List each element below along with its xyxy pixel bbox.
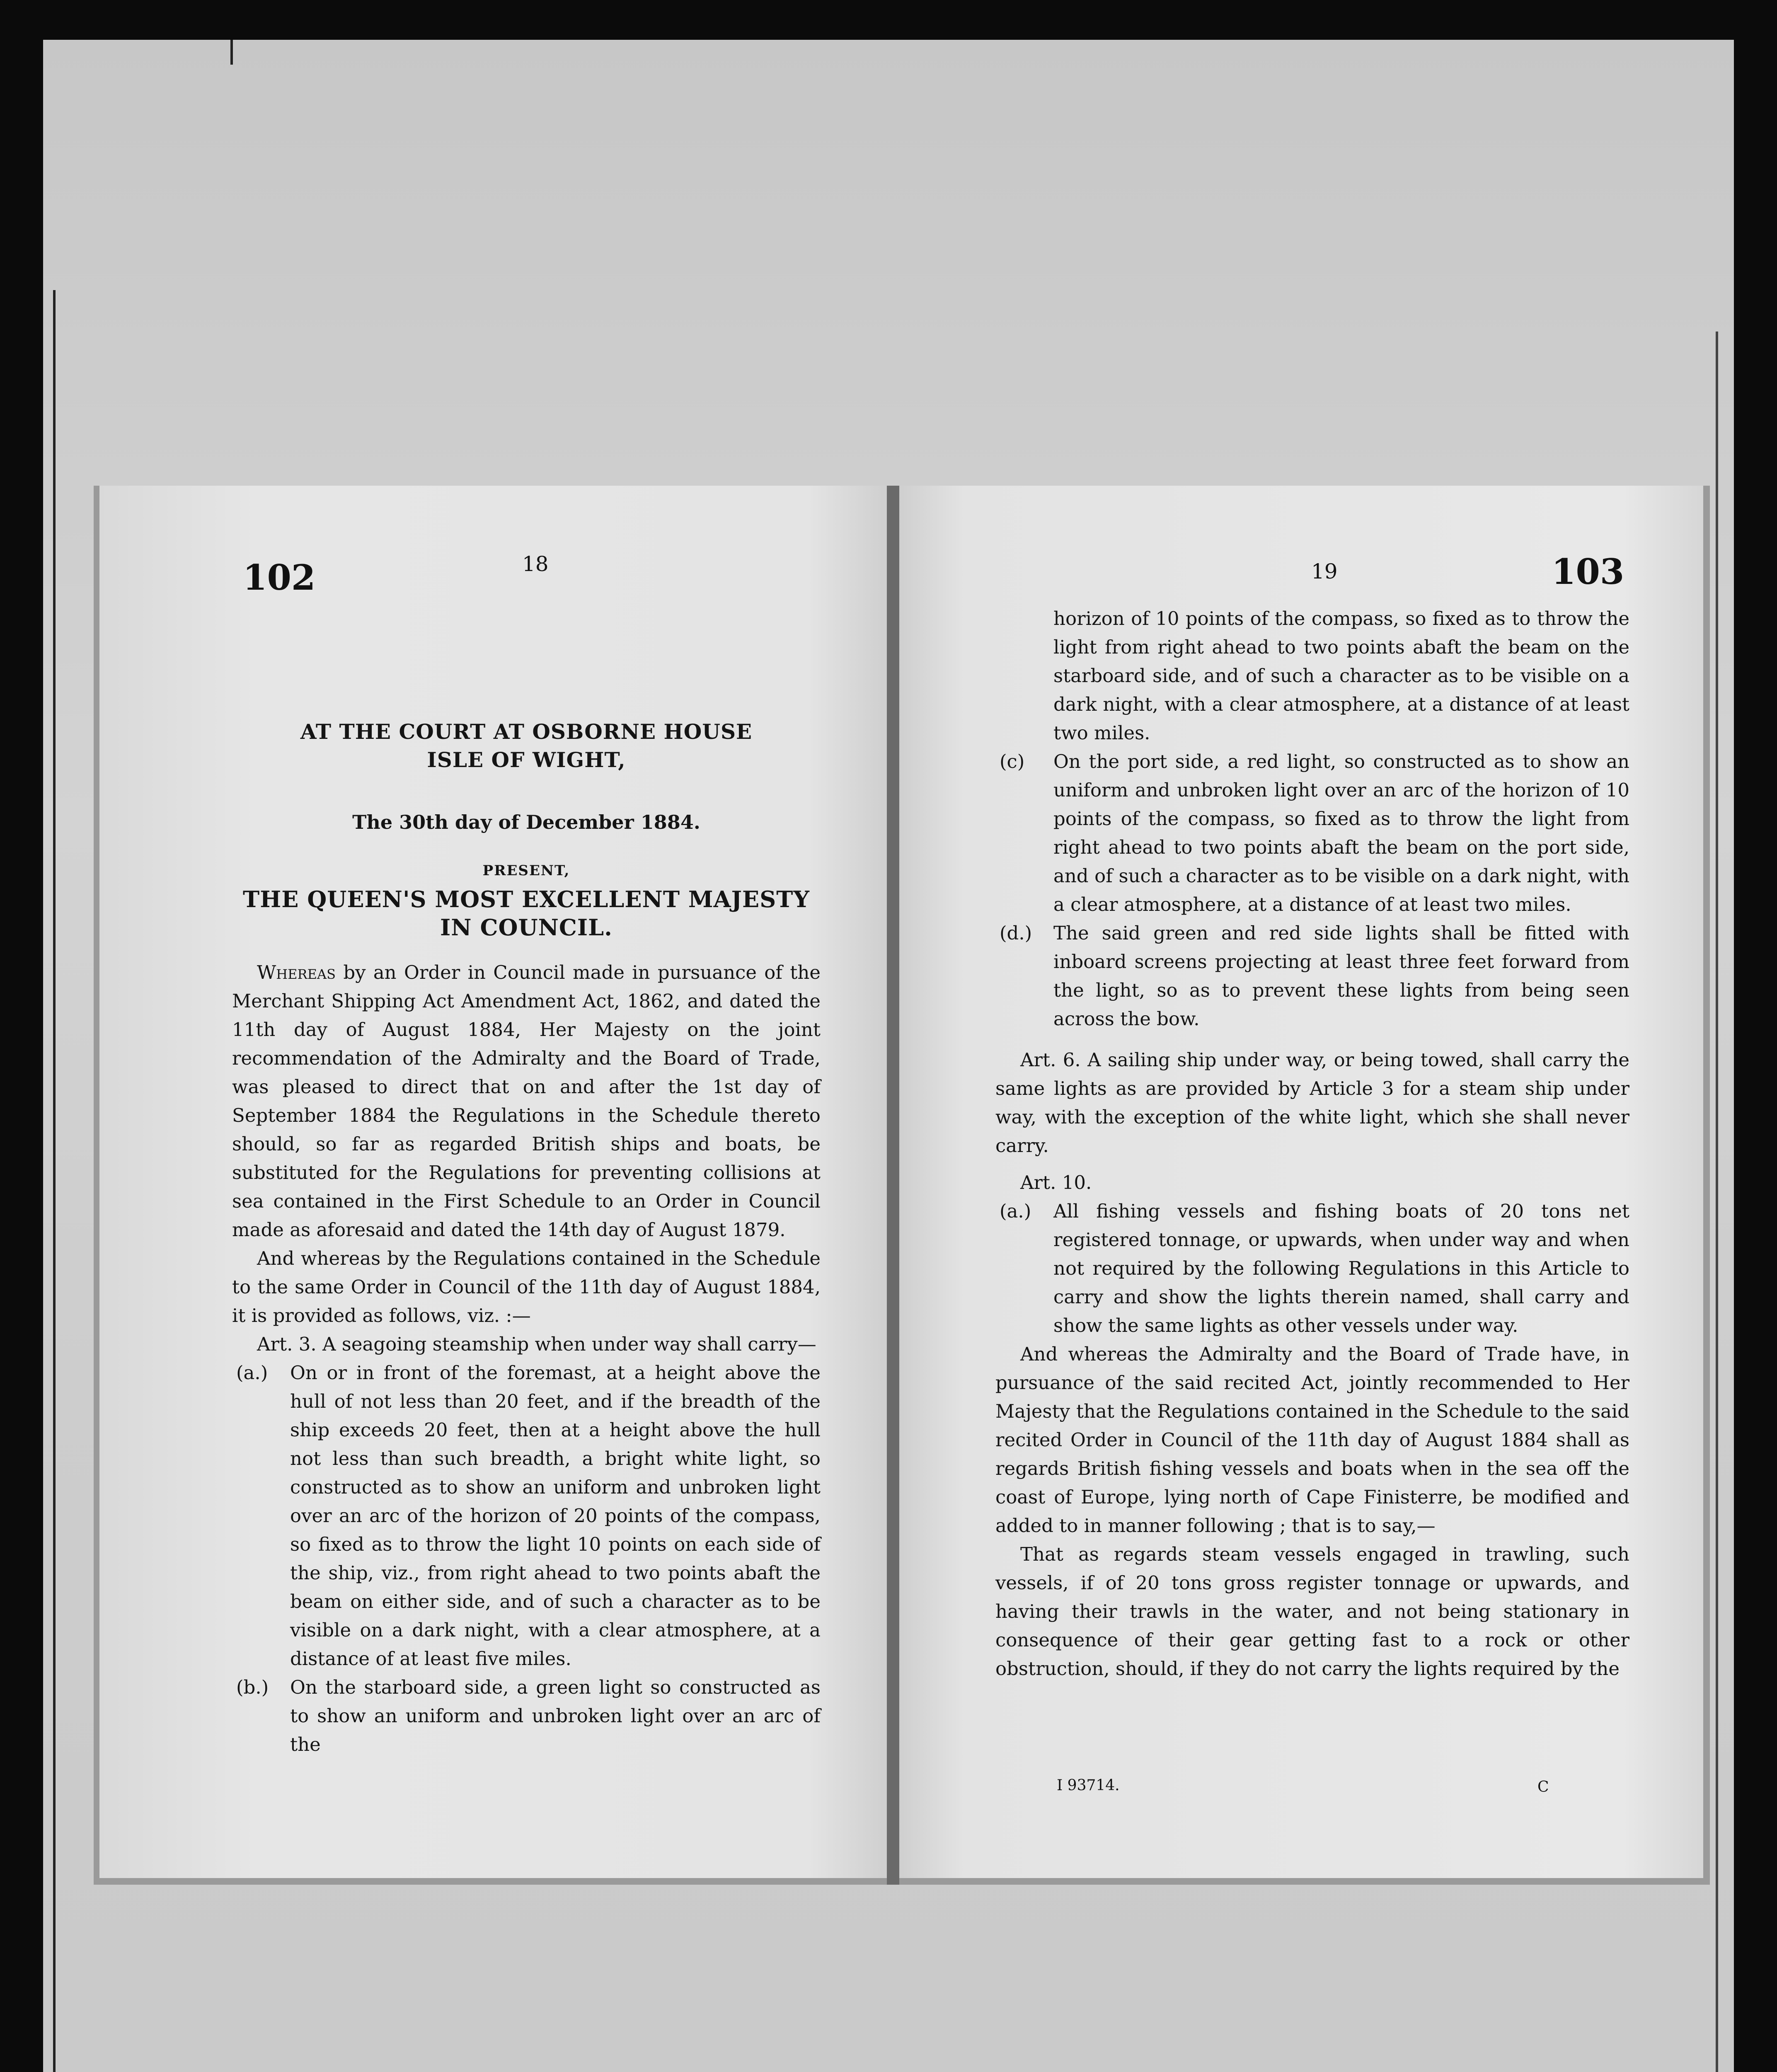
article-3-heading: Art. 3. A seagoing steamship when under way shall carry— (257, 1333, 816, 1355)
item-text: The said green and red side lights shall be fitted with inboard screens projecting at least three feet forward from the light, so as to prevent these lights from being seen across the bow. (1053, 922, 1629, 1030)
item-label: (b.) (236, 1676, 269, 1698)
article-3-item-b-continued (995, 604, 1629, 747)
printed-page-number-left: 18 (522, 552, 549, 576)
item-text: All fishing vessels and fishing boats of 20 tons net registered tonnage, or upwards, when under way and when not required by the following Regulations in this Article to carry and show the lights therein named, shall carry and show the same lights as other vessels under way. (1053, 1200, 1629, 1336)
open-book (94, 486, 1710, 1885)
left-page-body (232, 718, 821, 1759)
item-label: (a.) (1000, 1200, 1031, 1222)
item-label: (a.) (236, 1362, 268, 1384)
article-10-heading: Art. 10. (1020, 1172, 1092, 1193)
book-gutter (887, 486, 899, 1885)
archive-page-number-right: 103 (1552, 551, 1624, 592)
court-heading-line2: ISLE OF WIGHT, (427, 748, 626, 772)
frame-tick (230, 40, 233, 65)
printer-signature: I 93714. (1057, 1777, 1120, 1794)
item-label: (c) (1000, 750, 1025, 772)
catchword: C (1537, 1779, 1549, 1796)
majesty-title-line2: IN COUNCIL. (440, 914, 613, 941)
article-3-item-d (995, 919, 1629, 1033)
article-3-item-a (232, 1358, 821, 1673)
article-3-item-c (995, 747, 1629, 919)
frame-edge-left (53, 290, 56, 2072)
item-label: (d.) (1000, 922, 1032, 944)
frame-edge-right (1716, 332, 1718, 2072)
right-page (899, 486, 1703, 1878)
article-10-item-a (995, 1197, 1629, 1340)
order-date: The 30th day of December 1884. (352, 811, 700, 833)
present-label: PRESENT, (482, 862, 570, 879)
whereas-lead: Whereas (257, 961, 336, 983)
left-page (99, 486, 887, 1878)
paragraph-and-whereas: And whereas by the Regulations contained in the Schedule to the same Order in Council of the 11th day of August 1884, it is provided as follows, viz. :— (232, 1247, 821, 1326)
paragraph-steam-trawling: That as regards steam vessels engaged in trawling, such vessels, if of 20 tons gross register tonnage or upwards, and having their trawls in the water, and not being stationary in consequence of their gear getting fast to a rock or other obstruction, should, if they do not carry the lights required by the (995, 1543, 1629, 1680)
item-text: horizon of 10 points of the compass, so fixed as to throw the light from right ahead to two points abaft the beam on the starboard side, and of such a character as to be visible on a dark night, with a clear atmosphere, at a distance of at least two miles. (1053, 608, 1629, 744)
item-text: On the starboard side, a green light so constructed as to show an uniform and unbroken light over an arc of the (290, 1676, 821, 1755)
article-3-item-b (232, 1673, 821, 1759)
court-heading-line1: AT THE COURT AT OSBORNE HOUSE (300, 719, 753, 744)
majesty-title-line1: THE QUEEN'S MOST EXCELLENT MAJESTY (243, 886, 810, 913)
item-text: On the port side, a red light, so constructed as to show an uniform and unbroken light over an arc of the horizon of 10 points of the compass, so fixed as to throw the light from right ahead to two points abaft the beam on the port side, and of such a character as to be visible on a dark night, with a clear atmosphere, at a distance of at least two miles. (1053, 750, 1629, 915)
article-6: Art. 6. A sailing ship under way, or being towed, shall carry the same lights as are provided by Article 3 for a steam ship under way, with the exception of the white light, which she shall never carry. (995, 1049, 1629, 1157)
right-page-body (995, 604, 1629, 1683)
item-text: On or in front of the foremast, at a height above the hull of not less than 20 feet, and if the breadth of the ship exceeds 20 feet, then at a height above the hull not less than such breadth, a bright white light, so constructed as to show an uniform and unbroken light over an arc of the horizon of 20 points of the compass, so fixed as to throw the light 10 points on each side of the ship, viz., from right ahead to two points abaft the beam on either side, and of such a character as to be visible on a dark night, with a clear atmosphere, at a distance of at least five miles. (290, 1362, 821, 1670)
paragraph-and-whereas-admiralty: And whereas the Admiralty and the Board of Trade have, in pursuance of the said recited Act, jointly recommended to Her Majesty that the Regulations contained in the Schedule to the said recited Order in Council of the 11th day of August 1884 shall as regards British fishing vessels and boats when in the sea off the coast of Europe, lying north of Cape Finisterre, be modified and added to in manner following ; that is to say,— (995, 1343, 1629, 1537)
paragraph-whereas-text: by an Order in Council made in pursuance of the Merchant Shipping Act Amendment Act, 1862, and dated the 11th day of August 1884, Her Majesty on the joint recommendation of the Admiralty and the Board of Trade, was pleased to direct that on and after the 1st day of September 1884 the Regulations in the Schedule thereto should, so far as regarded British ships and boats, be substituted for the Regulations for preventing collisions at sea contained in the First Schedule to an Order in Council made as aforesaid and dated the 14th day of August 1879. (232, 961, 821, 1241)
archive-page-number-left: 102 (243, 557, 316, 598)
paragraph-whereas (232, 958, 821, 1244)
printed-page-number-right: 19 (1311, 559, 1338, 583)
